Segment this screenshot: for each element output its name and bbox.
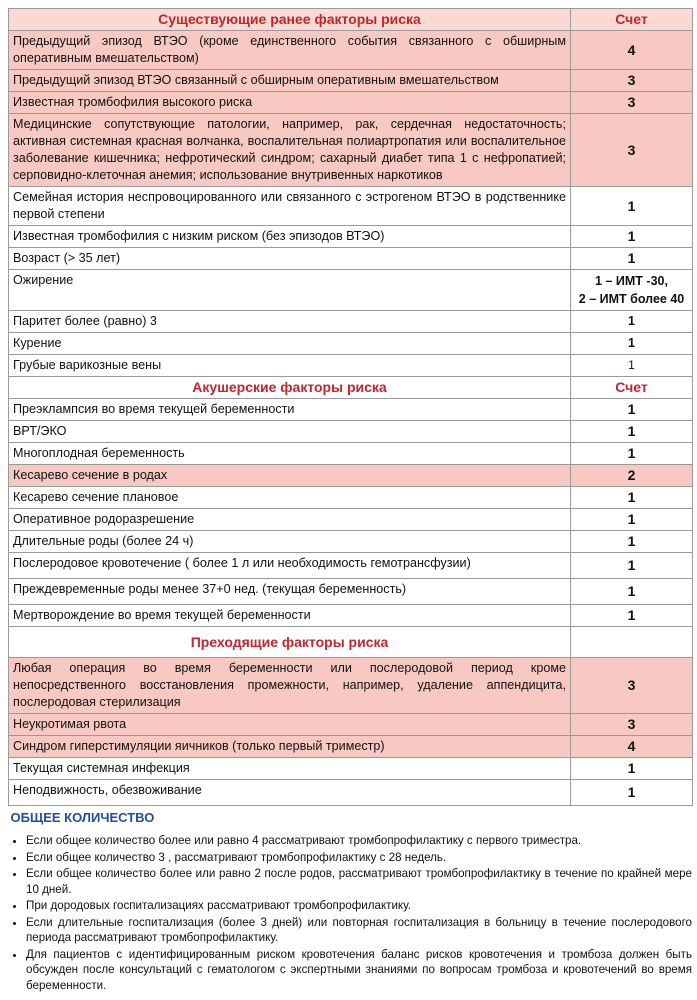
table-row — [9, 355, 693, 377]
score-header: Счет — [571, 377, 693, 399]
risk-table — [8, 8, 693, 829]
risk-factor: Преждевременные роды менее 37+0 нед. (текущая беременность) — [9, 579, 571, 605]
risk-factor: Паритет более (равно) 3 — [9, 311, 571, 333]
table-row — [9, 758, 693, 780]
risk-score: 1 — [571, 187, 693, 226]
table-row — [9, 70, 693, 92]
score-header: Счет — [571, 9, 693, 31]
risk-score: 1 — [571, 226, 693, 248]
risk-factor: Неподвижность, обезвоживание — [9, 780, 571, 806]
risk-score: 1 — [571, 443, 693, 465]
risk-factor: Возраст (> 35 лет) — [9, 248, 571, 270]
table-row — [9, 31, 693, 70]
table-row — [9, 270, 693, 311]
section-header-preexisting — [9, 9, 693, 31]
risk-score: 3 — [571, 92, 693, 114]
section-header-obstetric — [9, 377, 693, 399]
section-title: Акушерские факторы риска — [9, 377, 571, 399]
score-line: 2 – ИМТ более 40 — [578, 292, 685, 306]
section-title: Преходящие факторы риска — [9, 627, 571, 658]
risk-factor: Грубые варикозные вены — [9, 355, 571, 377]
risk-factor: Длительные роды (более 24 ч) — [9, 531, 571, 553]
risk-factor: ВРТ/ЭКО — [9, 421, 571, 443]
risk-factor: Оперативное родоразрешение — [9, 509, 571, 531]
note-item: • Если общее количество 3 , рассматривают тромбопрофилактику с 28 недель. — [26, 850, 692, 866]
table-row — [9, 187, 693, 226]
risk-score: 2 — [571, 465, 693, 487]
risk-score: 1 — [571, 780, 693, 806]
risk-score: 1 — [571, 333, 693, 355]
table-row — [9, 311, 693, 333]
table-row — [9, 553, 693, 579]
risk-score: 1 — [571, 487, 693, 509]
table-row — [9, 605, 693, 627]
table-row — [9, 579, 693, 605]
risk-score: 3 — [571, 658, 693, 714]
risk-score: 3 — [571, 714, 693, 736]
risk-factor: Ожирение — [9, 270, 571, 311]
risk-factor: Мертворождение во время текущей беременности — [9, 605, 571, 627]
risk-score: 1 — [571, 509, 693, 531]
table-row — [9, 736, 693, 758]
risk-factor: Семейная история неспровоцированного или связанного с эстрогеном ВТЭО в родственнике первой степени — [9, 187, 571, 226]
risk-score: 1 — [571, 579, 693, 605]
risk-factor: Предыдущий эпизод ВТЭО связанный с обширным оперативным вмешательством — [9, 70, 571, 92]
risk-factor: Известная тромбофилия высокого риска — [9, 92, 571, 114]
risk-score: 1 — [571, 421, 693, 443]
risk-factor: Неукротимая рвота — [9, 714, 571, 736]
risk-assessment-document — [8, 8, 692, 994]
risk-score — [571, 270, 693, 311]
table-row — [9, 487, 693, 509]
risk-factor: Многоплодная беременность — [9, 443, 571, 465]
table-row — [9, 226, 693, 248]
table-row — [9, 333, 693, 355]
risk-score: 1 — [571, 311, 693, 333]
risk-score: 3 — [571, 114, 693, 187]
table-row — [9, 531, 693, 553]
table-row — [9, 465, 693, 487]
note-item: • Если общее количество более или равно 2 после родов, рассматривают тромбопрофилактику в течение по крайней мере 10 дней. — [26, 866, 692, 897]
risk-factor: Текущая системная инфекция — [9, 758, 571, 780]
risk-factor: Медицинские сопутствующие патологии, например, рак, сердечная недостаточность; активная системная красная волчанка, воспалительная полиартропатия или воспалительное заболевание кишечника; нефротический синдром; сахарный диабет типа 1 с нефропатией; серповидно-клеточная анемия; использование внутривенных наркотиков — [9, 114, 571, 187]
table-row — [9, 714, 693, 736]
risk-score: 1 — [571, 758, 693, 780]
table-row — [9, 421, 693, 443]
score-header-empty — [571, 627, 693, 658]
risk-factor: Кесарево сечение плановое — [9, 487, 571, 509]
section-title: Существующие ранее факторы риска — [9, 9, 571, 31]
risk-factor: Любая операция во время беременности или послеродовой период кроме непосредственного восстановления промежности, например, удаление аппендицита, послеродовая стерилизация — [9, 658, 571, 714]
risk-score: 4 — [571, 31, 693, 70]
risk-score: 3 — [571, 70, 693, 92]
table-row — [9, 248, 693, 270]
risk-factor: Предыдущий эпизод ВТЭО (кроме единственного события связанного с обширным оперативным вмешательством) — [9, 31, 571, 70]
risk-factor: Кесарево сечение в родах — [9, 465, 571, 487]
risk-factor: Известная тромбофилия с низким риском (без эпизодов ВТЭО) — [9, 226, 571, 248]
risk-score: 1 — [571, 399, 693, 421]
note-item: • Если длительные госпитализация (более 3 дней) или повторная госпитализация в больницу в течение послеродового периода рассматривают тромбопрофилактику. — [26, 915, 692, 946]
risk-score: 1 — [571, 605, 693, 627]
note-item: • При дородовых госпитализациях рассматривают тромбопрофилактику. — [26, 898, 692, 914]
note-item: • Если общее количество более или равно 4 рассматривают тромбопрофилактику с первого триместра. — [26, 833, 692, 849]
risk-score: 1 — [571, 248, 693, 270]
note-item: • Для пациентов с идентифицированным риском кровотечения баланс рисков кровотечения и тромбоза должен быть обсужден после консультаций с гематологом с экспертными знаниями по вопросам тромбоза и кровотечений во время беременности. — [26, 947, 692, 994]
total-row — [9, 806, 693, 830]
table-row — [9, 443, 693, 465]
section-header-transient — [9, 627, 693, 658]
risk-score: 1 — [571, 553, 693, 579]
score-line: 1 – ИМТ -30, — [595, 274, 668, 288]
table-row — [9, 114, 693, 187]
risk-factor: Послеродовое кровотечение ( более 1 л или необходимость гемотрансфузии) — [9, 553, 571, 579]
risk-factor: Преэклампсия во время текущей беременности — [9, 399, 571, 421]
total-label: ОБЩЕЕ КОЛИЧЕСТВО — [10, 810, 155, 825]
risk-score: 1 — [571, 355, 693, 377]
risk-factor: Синдром гиперстимуляции яичников (только первый триместр) — [9, 736, 571, 758]
risk-factor: Курение — [9, 333, 571, 355]
table-row — [9, 92, 693, 114]
table-row — [9, 658, 693, 714]
table-row — [9, 399, 693, 421]
table-row — [9, 509, 693, 531]
table-row — [9, 780, 693, 806]
risk-score: 4 — [571, 736, 693, 758]
risk-score: 1 — [571, 531, 693, 553]
notes-list — [8, 833, 692, 993]
